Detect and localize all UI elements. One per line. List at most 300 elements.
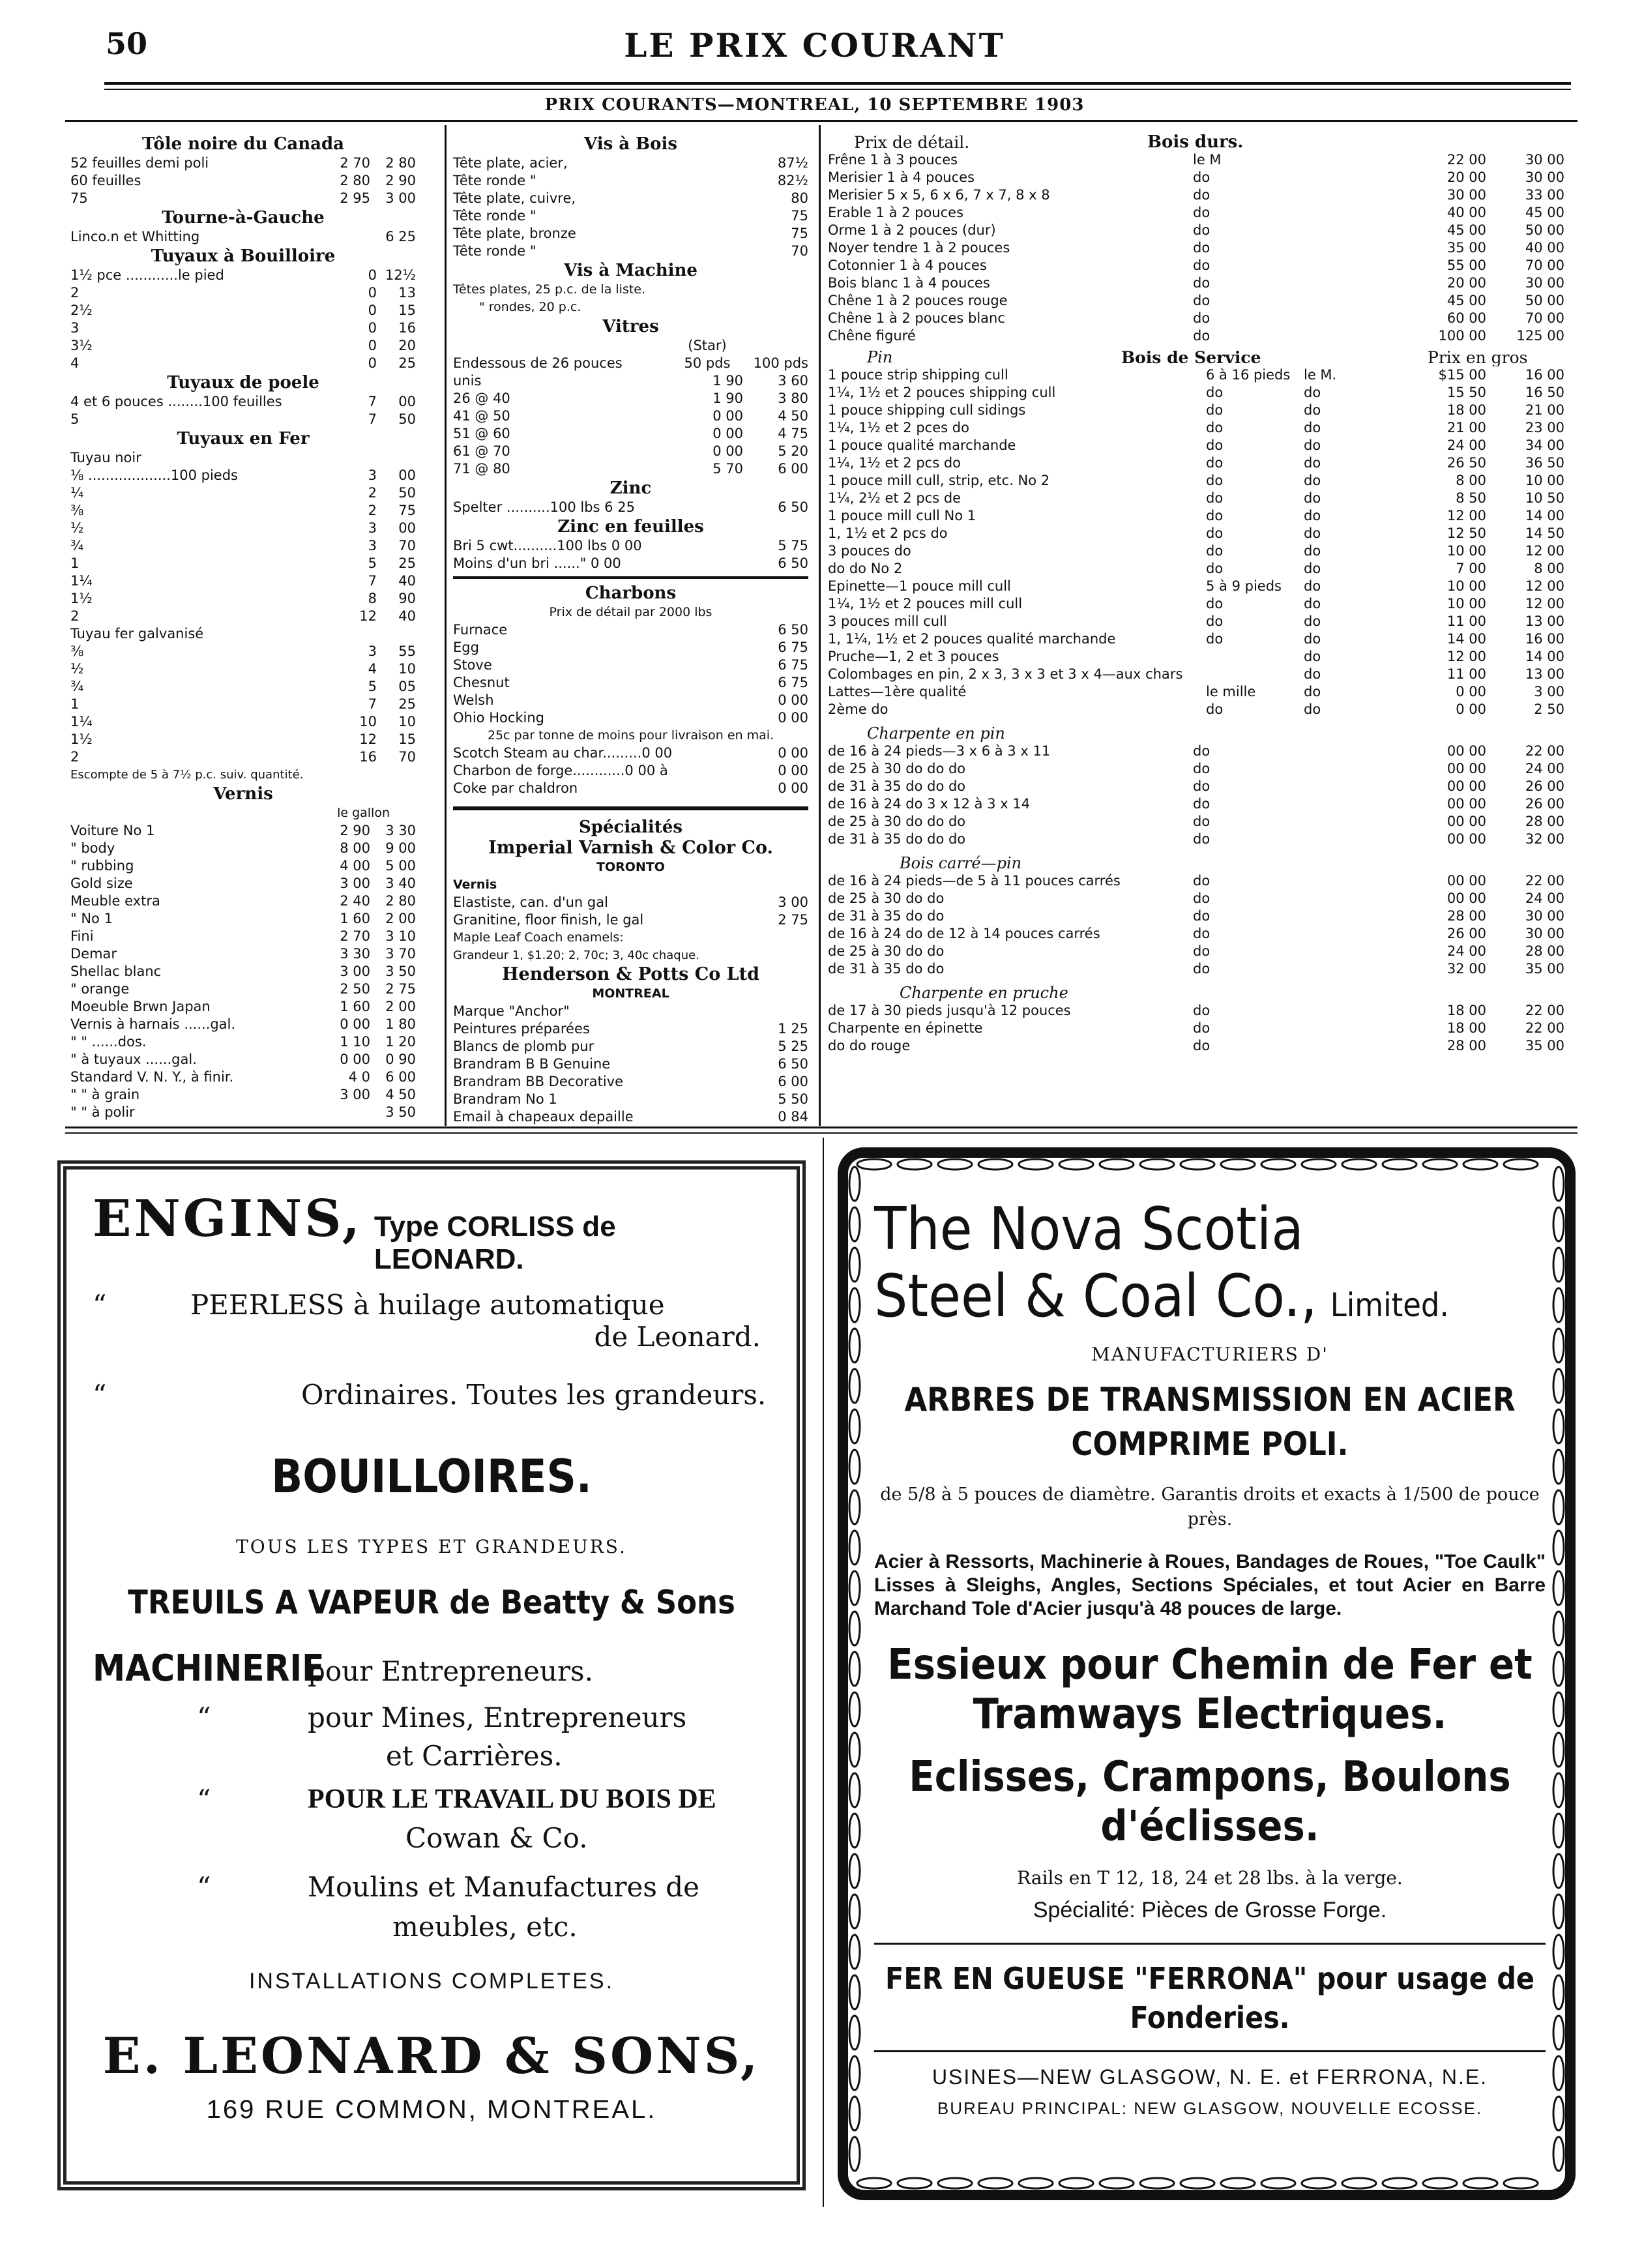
price-value (1206, 666, 1304, 683)
item-label: Chêne figuré (828, 328, 916, 344)
price-value: 25 (398, 555, 416, 571)
price-value: 14 50 (1525, 525, 1564, 541)
item-label: Demar (70, 946, 117, 962)
item-label: Spelter ..........100 lbs 6 25 (453, 499, 635, 515)
ad-peerless-2: de Leonard. (594, 1321, 761, 1353)
price-value: do (1206, 525, 1224, 541)
price-value: 2 50 (340, 981, 370, 997)
price-value: 3 (368, 538, 377, 553)
note-line: Vernis (453, 877, 497, 892)
chain-link (898, 2178, 932, 2188)
price-row (453, 744, 808, 762)
item-label: de 25 à 30 do do (828, 943, 945, 959)
price-value: 23 00 (1525, 420, 1564, 435)
price-row (828, 925, 1564, 943)
price-value: 00 00 (1446, 743, 1486, 759)
chain-link (1553, 1248, 1564, 1282)
price-value: do (1193, 943, 1211, 959)
price-value: 8 (368, 591, 377, 606)
price-row (70, 267, 416, 284)
price-value: 45 00 (1446, 222, 1486, 238)
item-label: unis (453, 373, 482, 389)
price-value: 3 00 (778, 894, 808, 910)
price-row (828, 151, 1564, 169)
price-value: 3 30 (340, 946, 370, 962)
item-label: Tuyau noir (70, 450, 141, 465)
price-row (828, 1020, 1564, 1037)
chain-link (1553, 1329, 1564, 1362)
price-value: 12 00 (1446, 649, 1486, 664)
chain-link (1553, 1490, 1564, 1524)
price-row (828, 813, 1564, 831)
header-value: (Star) (688, 338, 727, 353)
price-value: 6 75 (778, 657, 808, 673)
chain-link (1423, 2178, 1457, 2188)
item-label: 3 (70, 320, 80, 336)
price-value: do (1304, 578, 1321, 594)
chain-link (1553, 1935, 1564, 1969)
price-row (828, 239, 1564, 257)
ads-divider (823, 1138, 824, 2207)
price-value: 26 00 (1446, 926, 1486, 941)
price-value: 5 à 9 pieds (1206, 578, 1282, 594)
price-value: 60 00 (1446, 310, 1486, 326)
item-label: 61 @ 70 (453, 443, 510, 459)
price-value: 14 00 (1525, 508, 1564, 523)
section-title: Tuyaux à Bouilloire (151, 246, 336, 266)
item-label: Brandram B B Genuine (453, 1056, 611, 1072)
detail-header: Prix de détail. (854, 134, 970, 151)
price-value: 8 00 (1534, 561, 1564, 576)
item-label: ⅜ (70, 503, 84, 518)
section-title: Charbons (585, 583, 677, 603)
ad-ditto: “ (197, 1784, 211, 1816)
price-value: 26 00 (1525, 796, 1564, 812)
chain-link (1140, 1159, 1174, 1170)
price-value: 2 90 (340, 823, 370, 838)
chain-link (1504, 2178, 1538, 2188)
price-value: do (1193, 275, 1211, 291)
chain-link (849, 1773, 860, 1807)
item-label: ½ (70, 661, 84, 677)
note-line: " rondes, 20 p.c. (479, 300, 581, 314)
chain-link (1261, 2178, 1295, 2188)
item-label: Erable 1 à 2 pouces (828, 205, 964, 220)
price-value: 50 (398, 411, 416, 427)
item-label: Egg (453, 640, 479, 655)
price-value: 15 (398, 302, 416, 318)
ad-machinerie: MACHINERIE (93, 1647, 325, 1690)
price-value: do (1193, 891, 1211, 906)
item-label: Ohio Hocking (453, 710, 545, 726)
price-value: 0 00 (778, 692, 808, 708)
price-value: 15 (398, 731, 416, 747)
chain-link (1423, 1159, 1457, 1170)
price-row (453, 656, 808, 674)
item-label: 1¼ (70, 714, 93, 729)
price-value: 6 50 (778, 499, 808, 515)
price-value: do (1193, 328, 1211, 344)
ad-bouilloires: BOUILLOIRES. (271, 1450, 592, 1503)
ad-manufacturiers: MANUFACTURIERS D' (1091, 1344, 1328, 1365)
price-value: 3 80 (778, 390, 808, 406)
price-value: 11 00 (1446, 666, 1486, 682)
price-row (828, 648, 1564, 666)
item-label: Elastiste, can. d'un gal (453, 894, 608, 910)
ad-specialite: Spécialité: Pièces de Grosse Forge. (1033, 1898, 1387, 1922)
price-row (70, 857, 416, 875)
item-label: Coke par chaldron (453, 780, 578, 796)
price-row (828, 795, 1564, 813)
section-title: Tourne-à-Gauche (162, 208, 325, 228)
price-value: do (1206, 385, 1224, 400)
ad-treuils: TREUILS A VAPEUR de Beatty & Sons (128, 1583, 735, 1621)
item-label: Vernis à harnais ......gal. (70, 1016, 236, 1032)
ad-ditto: “ (197, 1871, 211, 1903)
price-value: 75 (398, 503, 416, 518)
price-value: do (1304, 649, 1321, 664)
item-label: 1 pouce strip shipping cull (828, 367, 1008, 383)
ad-mach-7: meubles, etc. (392, 1911, 578, 1943)
ad-peerless: PEERLESS à huilage automatique (190, 1289, 665, 1321)
price-value (318, 228, 370, 246)
chain-link (1553, 1612, 1564, 1645)
price-row (70, 910, 416, 928)
price-row (70, 980, 416, 998)
price-value: 1 25 (778, 1021, 808, 1037)
price-value: 0 (368, 320, 377, 336)
price-value: 3 40 (385, 876, 416, 891)
item-label: " " à grain (70, 1087, 140, 1102)
price-value: do (1206, 561, 1224, 576)
item-label: de 16 à 24 do 3 x 12 à 3 x 14 (828, 796, 1031, 812)
note-line: Escompte de 5 à 7½ p.c. suiv. quantité. (70, 768, 304, 782)
price-value: do (1206, 543, 1224, 559)
price-value: 12 00 (1446, 508, 1486, 523)
item-label: de 25 à 30 do do do (828, 761, 966, 776)
price-value: 1 60 (340, 911, 370, 926)
price-row (453, 390, 808, 407)
header-rule (104, 82, 1571, 85)
price-value: 0 00 (712, 408, 743, 424)
price-row (70, 713, 416, 731)
chain-link (849, 1612, 860, 1645)
price-value: 00 (398, 394, 416, 409)
price-value: 3 00 (1534, 684, 1564, 700)
price-value: 7 (368, 573, 377, 589)
price-value: 0 00 (778, 745, 808, 761)
price-value: 87½ (777, 155, 808, 171)
price-row (453, 1108, 808, 1126)
chain-link (1553, 1450, 1564, 1484)
price-row (70, 172, 416, 190)
item-label: Moeuble Brwn Japan (70, 999, 211, 1014)
price-value: 12 00 (1525, 596, 1564, 611)
table-bottom-rule (65, 1127, 1578, 1128)
chain-link (849, 1652, 860, 1686)
price-value: 16 00 (1525, 367, 1564, 383)
price-value: 00 00 (1446, 873, 1486, 889)
section-title: Zinc (609, 479, 652, 498)
note-line: Grandeur 1, $1.20; 2, 70c; 3, 40c chaque. (453, 949, 699, 962)
chain-link (1342, 1159, 1376, 1170)
chain-link (849, 1531, 860, 1565)
item-label: Shellac blanc (70, 964, 162, 979)
price-value: 32 00 (1446, 961, 1486, 977)
price-row (453, 1073, 808, 1091)
price-row (828, 1002, 1564, 1020)
price-value (318, 1104, 370, 1121)
price-value: 0 (368, 285, 377, 301)
item-label: 4 (70, 355, 80, 371)
item-label: Linco.n et Whitting (70, 229, 200, 244)
chain-link (1059, 1159, 1093, 1170)
ad-nova-name-1: The Nova Scotia (874, 1195, 1304, 1263)
price-row (70, 302, 416, 319)
item-label: Brandram No 1 (453, 1091, 557, 1107)
section-title: Vernis (213, 784, 273, 804)
section-title: Spécialités (579, 817, 682, 837)
ad-address: 169 RUE COMMON, MONTREAL. (206, 2095, 657, 2124)
item-label: " orange (70, 981, 130, 997)
item-label: Tête ronde " (453, 208, 536, 224)
chain-link (1553, 1773, 1564, 1807)
item-label: 1 pouce mill cull No 1 (828, 508, 976, 523)
price-value: 15 50 (1446, 385, 1486, 400)
item-label: Merisier 5 x 5, 6 x 6, 7 x 7, 8 x 8 (828, 187, 1050, 203)
chain-link (1553, 1854, 1564, 1888)
price-value: 28 00 (1525, 943, 1564, 959)
price-row (70, 840, 416, 857)
price-row (453, 894, 808, 911)
price-value: 75 (791, 208, 808, 224)
price-row (70, 963, 416, 980)
price-value: do (1304, 402, 1321, 418)
price-value: 05 (398, 679, 416, 694)
price-value: do (1304, 437, 1321, 453)
chain-link (849, 1450, 860, 1484)
price-value: 21 00 (1525, 402, 1564, 418)
price-value: 1 20 (385, 1034, 416, 1050)
ad-mach-4: POUR LE TRAVAIL DU BOIS DE (308, 1784, 716, 1814)
price-row (828, 490, 1564, 507)
ad-ditto: “ (197, 1701, 211, 1733)
price-value: 70 (398, 749, 416, 765)
price-value: 40 (398, 573, 416, 589)
item-label: 1¼, 1½ et 2 pces do (828, 420, 969, 435)
price-value: do (1206, 701, 1224, 717)
item-label: Peintures préparées (453, 1021, 590, 1037)
price-value (1206, 648, 1304, 666)
ad-bureau: BUREAU PRINCIPAL: NEW GLASGOW, NOUVELLE ECOSSE. (937, 2099, 1483, 2118)
item-label: Cotonnier 1 à 4 pouces (828, 258, 987, 273)
item-label: ½ (70, 520, 84, 536)
price-value: do (1206, 596, 1224, 611)
price-row (70, 155, 416, 172)
price-value: 45 00 (1525, 205, 1564, 220)
price-value: 00 00 (1446, 831, 1486, 847)
price-value: do (1193, 908, 1211, 924)
ad-usines: USINES—NEW GLASGOW, N. E. et FERRONA, N.E. (932, 2065, 1488, 2089)
price-row (453, 1038, 808, 1055)
price-value: 28 00 (1446, 908, 1486, 924)
price-value: 2 40 (340, 893, 370, 909)
price-value: 0 00 (1456, 701, 1486, 717)
price-row (70, 998, 416, 1016)
issue-date-line: PRIX COURANTS—MONTREAL, 10 SEPTEMBRE 1903 (544, 95, 1085, 115)
item-label: " rubbing (70, 858, 134, 874)
price-value: 8 50 (1456, 490, 1486, 506)
chain-link (849, 1975, 860, 2009)
price-row (828, 630, 1564, 648)
price-value: do (1304, 613, 1321, 629)
chain-link (1504, 1159, 1538, 1170)
price-row (70, 1033, 416, 1051)
item-label: Charpente en épinette (828, 1020, 983, 1036)
chain-link (1302, 1159, 1336, 1170)
chain-link (1342, 2178, 1376, 2188)
price-value: 75 (791, 226, 808, 241)
price-value: do (1206, 508, 1224, 523)
price-value: do (1304, 385, 1321, 400)
table-header (453, 337, 808, 355)
price-value: 00 00 (1446, 814, 1486, 829)
price-value (377, 449, 416, 467)
price-row (828, 760, 1564, 778)
price-value: do (1193, 778, 1211, 794)
item-label: Moins d'un bri ......" 0 00 (453, 555, 621, 571)
price-value: 125 00 (1516, 328, 1564, 344)
chain-link (1553, 2137, 1564, 2171)
price-row (828, 327, 1564, 345)
ad-essieux: Essieux pour Chemin de Fer et Tramways Electriques. (887, 1641, 1533, 1739)
price-row (828, 542, 1564, 560)
price-value: 2 (368, 503, 377, 518)
item-label: Merisier 1 à 4 pouces (828, 169, 975, 185)
price-value: 90 (398, 591, 416, 606)
chain-link (1553, 1531, 1564, 1565)
ad-mach-5: Cowan & Co. (405, 1822, 588, 1854)
column-divider (819, 125, 821, 1126)
price-value: 13 (398, 285, 416, 301)
price-value: 2 80 (385, 893, 416, 909)
price-value: 28 00 (1525, 814, 1564, 829)
price-row (70, 748, 416, 766)
price-row (70, 928, 416, 945)
price-value: 70 00 (1525, 310, 1564, 326)
chain-link (1553, 1207, 1564, 1241)
price-row (70, 608, 416, 625)
price-value: 24 00 (1525, 891, 1564, 906)
price-row (70, 555, 416, 572)
item-label: do do No 2 (828, 561, 903, 576)
price-value: 5 75 (778, 538, 808, 553)
price-value: $15 00 (1438, 367, 1486, 383)
price-value: 12 50 (1446, 525, 1486, 541)
price-row (828, 507, 1564, 525)
chain-link (849, 1409, 860, 1443)
price-row (70, 1016, 416, 1033)
item-label: Scotch Steam au char.........0 00 (453, 745, 673, 761)
price-value: do (1206, 631, 1224, 647)
item-label: do do rouge (828, 1038, 911, 1053)
price-value: 4 (368, 661, 377, 677)
price-row (70, 1068, 416, 1086)
item-label: Tuyau fer galvanisé (70, 626, 204, 641)
price-value: 40 00 (1525, 240, 1564, 256)
price-row (828, 222, 1564, 239)
price-row (453, 190, 808, 207)
price-row (453, 1003, 808, 1020)
price-row (453, 460, 808, 478)
price-value: 0 (368, 338, 377, 353)
price-value: 12 00 (1525, 578, 1564, 594)
price-value: 16 00 (1525, 631, 1564, 647)
section-title: Tôle noire du Canada (141, 134, 345, 154)
price-value: 00 00 (1446, 891, 1486, 906)
item-label: Frêne 1 à 3 pouces (828, 152, 958, 168)
price-row (70, 643, 416, 660)
price-row (453, 692, 808, 709)
item-label: Gold size (70, 876, 133, 891)
price-value: 8 00 (340, 840, 370, 856)
company-name: Henderson & Potts Co Ltd (502, 964, 759, 984)
price-value: 34 00 (1525, 437, 1564, 453)
price-row (70, 319, 416, 337)
price-value: 0 00 (778, 710, 808, 726)
price-row (70, 337, 416, 355)
price-row (828, 186, 1564, 204)
item-label: de 31 à 35 do do (828, 961, 945, 977)
item-label: " No 1 (70, 911, 113, 926)
price-value: 2 95 (340, 190, 370, 206)
price-row (828, 701, 1564, 718)
item-label: de 16 à 24 pieds—3 x 6 à 3 x 11 (828, 743, 1051, 759)
price-value: 16 (359, 749, 377, 765)
price-value: 10 (398, 714, 416, 729)
chain-link (1553, 1733, 1564, 1767)
price-value: do (1193, 258, 1211, 273)
price-value: 1 60 (340, 999, 370, 1014)
price-row (453, 780, 808, 797)
price-row (70, 822, 416, 840)
price-value: 12 (359, 731, 377, 747)
price-row (828, 960, 1564, 978)
price-row (828, 778, 1564, 795)
price-value: 0 (368, 267, 377, 283)
item-label: ¼ (70, 485, 84, 501)
ad-acier: Acier à Ressorts, Machinerie à Roues, Bandages de Roues, "Toe Caulk" Lisses à Sleighs, Angles, Sections Spéciales, et tout Acier en Barre Marchand Tole d'Acier jusqu'à 48 pouces de large. (874, 1551, 1546, 1619)
chain-link (1383, 1159, 1416, 1170)
price-value: 14 00 (1446, 631, 1486, 647)
price-value: 5 70 (712, 461, 743, 477)
price-value: 35 00 (1446, 240, 1486, 256)
item-label: 1¼ (70, 573, 93, 589)
price-value: 25 (398, 696, 416, 712)
item-label: 26 @ 40 (453, 390, 510, 406)
price-value: do (1304, 525, 1321, 541)
item-label: " " à polir (70, 1104, 135, 1120)
price-value: 2 75 (778, 912, 808, 928)
price-value: 13 00 (1525, 666, 1564, 682)
chain-link (1553, 1167, 1564, 1201)
item-label: Tête ronde " (453, 243, 536, 259)
item-label: 51 @ 60 (453, 426, 510, 441)
price-value: 33 00 (1525, 187, 1564, 203)
price-value: 5 00 (385, 858, 416, 874)
price-value: 3 50 (385, 1104, 416, 1120)
price-row (70, 1051, 416, 1068)
